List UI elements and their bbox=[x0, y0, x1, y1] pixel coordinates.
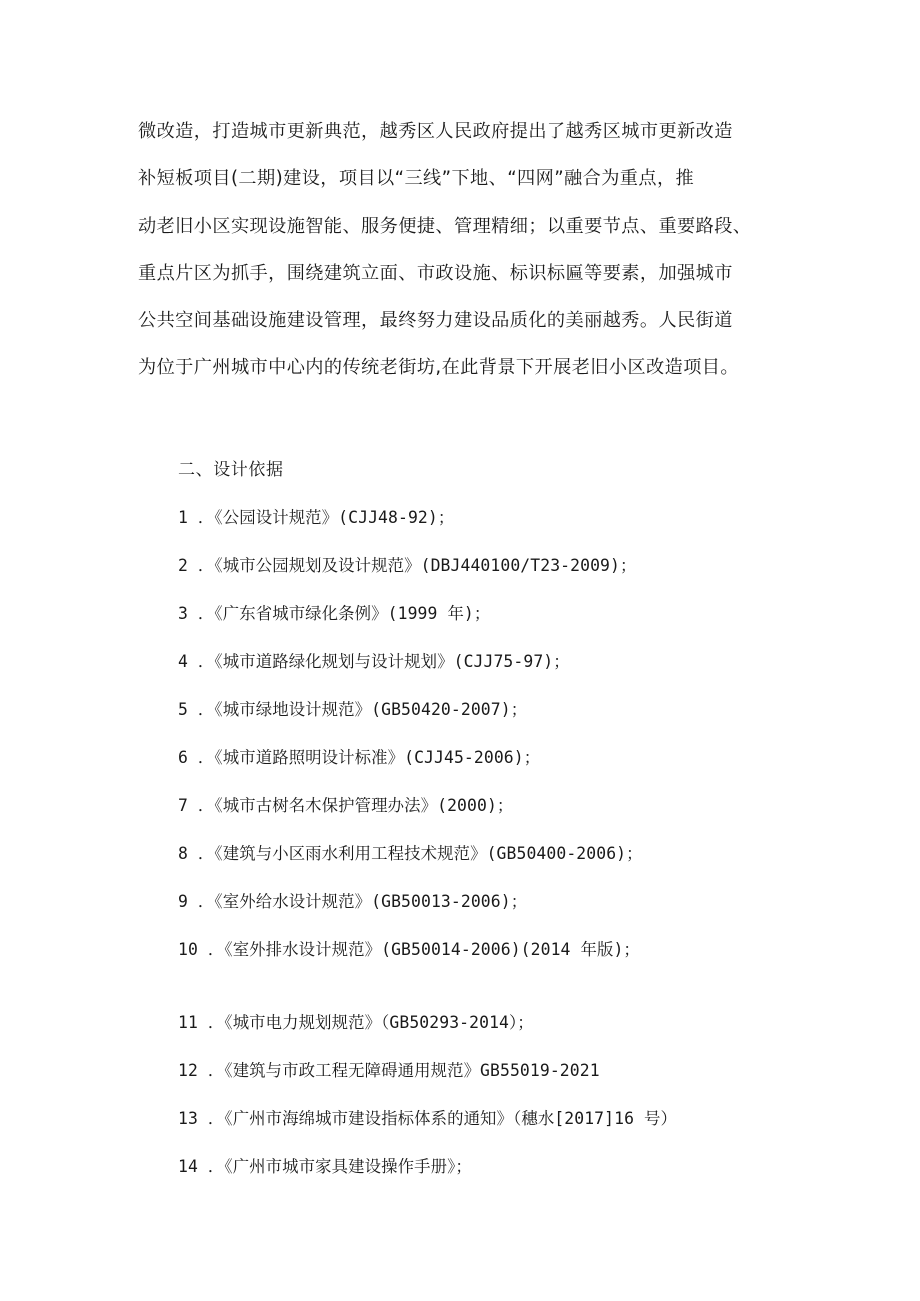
reference-separator: ． bbox=[187, 556, 215, 575]
reference-item bbox=[178, 551, 838, 599]
reference-text: 《建筑与小区雨水利用工程技术规范》(GB50400-2006)； bbox=[214, 844, 643, 863]
reference-text: 《建筑与市政工程无障碍通用规范》GB55019-2021 bbox=[224, 1061, 600, 1080]
reference-item bbox=[178, 599, 838, 647]
reference-item bbox=[178, 1152, 838, 1200]
reference-text: 《室外排水设计规范》(GB50014-2006)(2014 年版)； bbox=[224, 940, 640, 959]
reference-item bbox=[178, 887, 838, 935]
reference-number: 8 bbox=[178, 844, 188, 863]
reference-text: 《广东省城市绿化条例》(1999 年)； bbox=[214, 604, 491, 623]
reference-item bbox=[178, 647, 838, 695]
reference-number: 5 bbox=[178, 700, 188, 719]
reference-item bbox=[178, 791, 838, 839]
reference-text: 《城市道路照明设计标准》(CJJ45-2006)； bbox=[214, 748, 541, 767]
reference-separator: ． bbox=[197, 1061, 225, 1080]
reference-number: 11 bbox=[178, 1013, 198, 1032]
reference-separator: ． bbox=[197, 1157, 225, 1176]
reference-text: 《城市公园规划及设计规范》(DBJ440100/T23-2009)； bbox=[214, 556, 637, 575]
reference-text: 《广州市海绵城市建设指标体系的通知》（穗水[2017]16 号） bbox=[224, 1109, 678, 1128]
reference-separator: ． bbox=[187, 508, 215, 527]
reference-number: 6 bbox=[178, 748, 188, 767]
reference-item bbox=[178, 695, 838, 743]
reference-list bbox=[178, 503, 838, 1200]
reference-separator: ． bbox=[187, 700, 215, 719]
reference-item bbox=[178, 839, 838, 887]
paragraph-line: 为位于广州城市中心内的传统老街坊,在此背景下开展老旧小区改造项目。 bbox=[138, 357, 739, 379]
reference-text: 《城市古树名木保护管理办法》(2000)； bbox=[214, 796, 514, 815]
reference-separator: ． bbox=[187, 604, 215, 623]
reference-number: 3 bbox=[178, 604, 188, 623]
reference-number: 13 bbox=[178, 1109, 198, 1128]
reference-separator: ． bbox=[197, 1109, 225, 1128]
reference-separator: ． bbox=[187, 844, 215, 863]
reference-number: 12 bbox=[178, 1061, 198, 1080]
reference-separator: ． bbox=[187, 748, 215, 767]
reference-number: 2 bbox=[178, 556, 188, 575]
reference-number: 1 bbox=[178, 508, 188, 527]
reference-number: 14 bbox=[178, 1157, 198, 1176]
reference-number: 10 bbox=[178, 940, 198, 959]
reference-number: 7 bbox=[178, 796, 188, 815]
paragraph-line: 动老旧小区实现设施智能、服务便捷、管理精细；以重要节点、重要路段、 bbox=[138, 215, 752, 237]
reference-separator: ． bbox=[187, 796, 215, 815]
reference-item bbox=[178, 743, 838, 791]
reference-item bbox=[178, 503, 838, 551]
paragraph-line: 补短板项目(二期)建设，项目以“三线”下地、“四网”融合为重点，推 bbox=[138, 168, 695, 190]
paragraph-line: 公共空间基础设施建设管理，最终努力建设品质化的美丽越秀。人民街道 bbox=[138, 310, 733, 332]
reference-item bbox=[178, 1104, 838, 1152]
reference-text: 《城市道路绿化规划与设计规划》(CJJ75-97)； bbox=[214, 652, 570, 671]
reference-item bbox=[178, 935, 838, 1008]
reference-separator: ． bbox=[187, 892, 215, 911]
intro-paragraph bbox=[138, 117, 798, 401]
paragraph-line: 重点片区为抓手，围绕建筑立面、市政设施、标识标匾等要素，加强城市 bbox=[138, 262, 733, 284]
reference-text: 《城市绿地设计规范》(GB50420-2007)； bbox=[214, 700, 528, 719]
paragraph-line: 微改造，打造城市更新典范，越秀区人民政府提出了越秀区城市更新改造 bbox=[138, 121, 733, 142]
reference-separator: ． bbox=[187, 652, 215, 671]
reference-separator: ． bbox=[197, 1013, 225, 1032]
reference-text: 《公园设计规范》(CJJ48-92)； bbox=[214, 508, 455, 527]
section-heading: 二、设计依据 bbox=[178, 460, 284, 480]
reference-text: 《室外给水设计规范》(GB50013-2006)； bbox=[214, 892, 528, 911]
reference-number: 9 bbox=[178, 892, 188, 911]
reference-separator: ． bbox=[197, 940, 225, 959]
reference-item bbox=[178, 1008, 838, 1056]
reference-item bbox=[178, 1056, 838, 1104]
reference-text: 《广州市城市家具建设操作手册》； bbox=[224, 1157, 472, 1176]
reference-number: 4 bbox=[178, 652, 188, 671]
reference-text: 《城市电力规划规范》（GB50293-2014）； bbox=[224, 1013, 534, 1032]
